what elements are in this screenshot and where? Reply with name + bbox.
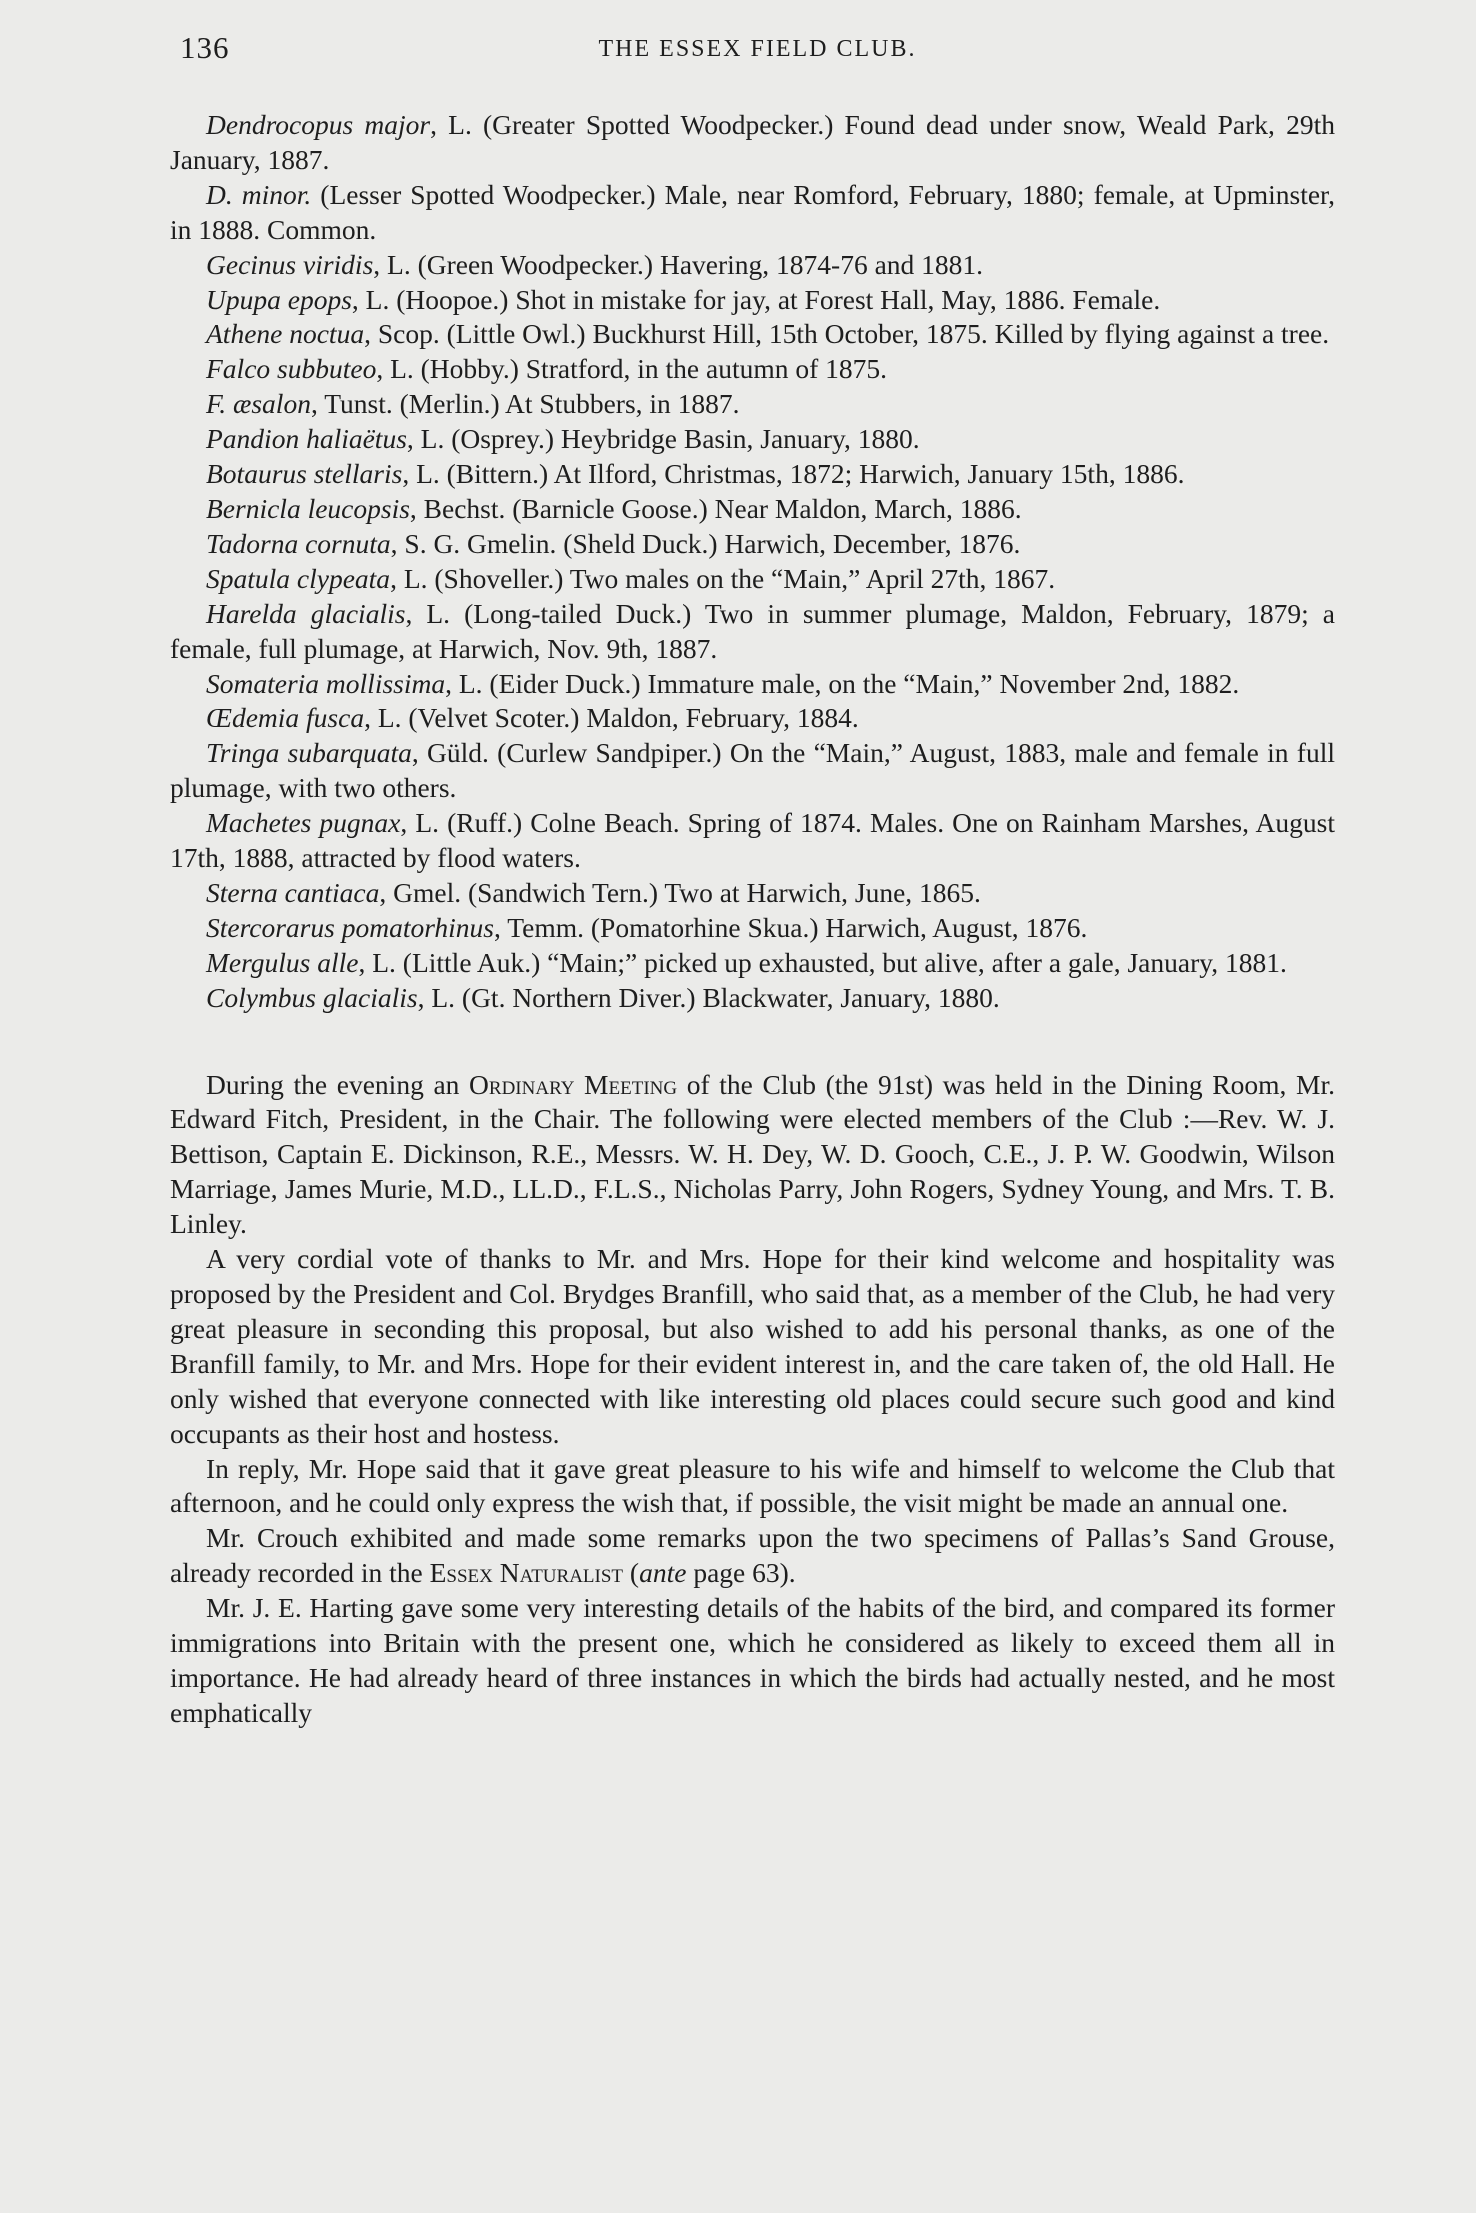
record-details: , Temm. (Pomatorhine Skua.) Harwich, August, 1876. [494, 911, 1088, 943]
species-record [170, 527, 1335, 562]
species-name: Tadorna cornuta [206, 527, 391, 559]
text-run: of the Club (the 91st) was held in the Dining Room, Mr. Edward Fitch, President, in the Chair. The following were elected members of the Club :—Rev. W. J. Bettison, Captain E. Dickinson, R.E., Messrs. W. H. Dey, W. D. Gooch, C.E., J. P. W. Goodwin, Wilson Marriage, James Murie, M.D., LL.D., F.L.S., Nicholas Parry, John Rogers, Sydney Young, and Mrs. T. B. Linley. [170, 1068, 1335, 1240]
text-run: During the evening an [206, 1068, 470, 1100]
species-name: Sterna cantiaca [206, 876, 380, 908]
record-details: , Scop. (Little Owl.) Buckhurst Hill, 15th October, 1875. Killed by flying against a tree. [364, 318, 1330, 350]
text-run: page 63). [686, 1557, 796, 1589]
species-record [170, 108, 1335, 178]
species-record [170, 736, 1335, 806]
record-details: , L. (Greater Spotted Woodpecker.) Found dead under snow, Weald Park, 29th January, 1887. [170, 109, 1335, 175]
species-name: Harelda glacialis [206, 597, 406, 629]
species-record [170, 911, 1335, 946]
species-name: Falco subbuteo [206, 353, 377, 385]
species-record [170, 317, 1335, 352]
record-details: , L. (Velvet Scoter.) Maldon, February, 1884. [364, 702, 859, 734]
record-details: , L. (Eider Duck.) Immature male, on the “Main,” November 2nd, 1882. [445, 667, 1240, 699]
species-record [170, 422, 1335, 457]
species-record [170, 806, 1335, 876]
species-record [170, 492, 1335, 527]
species-record [170, 562, 1335, 597]
species-name: Machetes pugnax [206, 807, 401, 839]
meeting-paragraph [170, 1521, 1335, 1591]
record-details: , L. (Green Woodpecker.) Havering, 1874-76 and 1881. [373, 248, 984, 280]
page-header [180, 30, 1335, 80]
record-details: , Güld. (Curlew Sandpiper.) On the “Main,” August, 1883, male and female in full plumage, with two others. [170, 737, 1335, 804]
species-name: F. æsalon [206, 388, 311, 420]
record-details: , L. (Little Auk.) “Main;” picked up exhausted, but alive, after a gale, January, 1881. [358, 946, 1287, 978]
species-name: Pandion haliaëtus [206, 423, 407, 455]
species-record [170, 667, 1335, 702]
record-details: , L. (Long-tailed Duck.) Two in summer plumage, Maldon, February, 1879; a female, full plumage, at Harwich, Nov. 9th, 1887. [170, 597, 1335, 664]
species-name: Mergulus alle [206, 946, 359, 978]
record-details: , L. (Osprey.) Heybridge Basin, January, 1880. [406, 423, 920, 455]
meeting-paragraph: A very cordial vote of thanks to Mr. and Mrs. Hope for their kind welcome and hospitality was proposed by the President and Col. Brydges Branfill, who said that, as a member of the Club, he had very great pleasure in seconding this proposal, but also wished to add his personal thanks, as one of the Branfill family, to Mr. and Mrs. Hope for their evident interest in, and the care taken of, the old Hall. He only wished that everyone connected with like interesting old places could secure such good and kind occupants as their host and hostess. [170, 1243, 1335, 1449]
species-name: Colymbus glacialis [206, 981, 418, 1013]
page-number: 136 [180, 30, 230, 65]
species-name: Bernicla leucopsis [206, 492, 410, 524]
small-caps-text: Ordinary Meeting [469, 1068, 678, 1100]
species-name: Dendrocopus major [206, 109, 431, 140]
species-name: Upupa epops [206, 283, 352, 315]
species-record [170, 352, 1335, 387]
meeting-paragraph: In reply, Mr. Hope said that it gave great pleasure to his wife and himself to welcome the Club that afternoon, and he could only express the wish that, if possible, the visit might be made an annual one. [170, 1452, 1335, 1519]
meeting-paragraph [170, 1068, 1335, 1243]
small-caps-text: Essex Naturalist [429, 1557, 624, 1589]
species-name: Athene noctua [206, 318, 365, 350]
page-body [170, 108, 1335, 1731]
text-run: ( [623, 1557, 640, 1589]
meeting-paragraph: Mr. J. E. Harting gave some very interesting details of the habits of the bird, and compared its former immigrations into Britain with the present one, which he considered as likely to exceed them all in importance. He had already heard of three instances in which the birds had actually nested, and he most emphatically [170, 1592, 1335, 1728]
running-head: THE ESSEX FIELD CLUB. [598, 36, 917, 62]
species-record [170, 597, 1335, 667]
species-record [170, 178, 1335, 248]
record-details: , L. (Hobby.) Stratford, in the autumn of 1875. [376, 353, 888, 385]
meeting-report [170, 1068, 1335, 1731]
species-name: Spatula clypeata [206, 562, 391, 594]
species-record [170, 876, 1335, 911]
record-details: , L. (Ruff.) Colne Beach. Spring of 1874. Males. One on Rainham Marshes, August 17th, 1888, attracted by flood waters. [170, 807, 1336, 874]
text-run: Mr. Crouch exhibited and made some remarks upon the two specimens of Pallas’s Sand Grouse, already recorded in the [170, 1522, 1335, 1589]
record-details: , L. (Bittern.) At Ilford, Christmas, 1872; Harwich, January 15th, 1886. [402, 458, 1185, 490]
species-record [170, 701, 1335, 736]
record-details: , L. (Gt. Northern Diver.) Blackwater, January, 1880. [417, 981, 1000, 1013]
species-name: Tringa subarquata [206, 737, 412, 769]
record-details: , S. G. Gmelin. (Sheld Duck.) Harwich, December, 1876. [390, 527, 1021, 559]
species-name: Gecinus viridis [206, 248, 374, 280]
species-record [170, 946, 1335, 981]
species-records-list [170, 108, 1335, 1016]
species-name: Stercorarus pomatorhinus [206, 911, 495, 943]
record-details: (Lesser Spotted Woodpecker.) Male, near Romford, February, 1880; female, at Upminster, in 1888. Common. [170, 178, 1335, 245]
record-details: , L. (Shoveller.) Two males on the “Main,” April 27th, 1867. [390, 562, 1056, 594]
species-record [170, 283, 1335, 318]
species-name: Œdemia fusca [206, 702, 365, 734]
species-name: Somateria mollissima [206, 667, 446, 699]
record-details: , L. (Hoopoe.) Shot in mistake for jay, at Forest Hall, May, 1886. Female. [351, 283, 1161, 315]
record-details: , Bechst. (Barnicle Goose.) Near Maldon, March, 1886. [409, 492, 1022, 524]
species-record [170, 457, 1335, 492]
record-details: , Gmel. (Sandwich Tern.) Two at Harwich, June, 1865. [379, 876, 981, 908]
italic-text: ante [639, 1557, 687, 1589]
species-record [170, 981, 1335, 1016]
species-record [170, 387, 1335, 422]
species-name: Botaurus stellaris [206, 458, 403, 490]
species-record [170, 248, 1335, 283]
record-details: , Tunst. (Merlin.) At Stubbers, in 1887. [310, 388, 740, 420]
species-name: D. minor. [206, 178, 312, 210]
